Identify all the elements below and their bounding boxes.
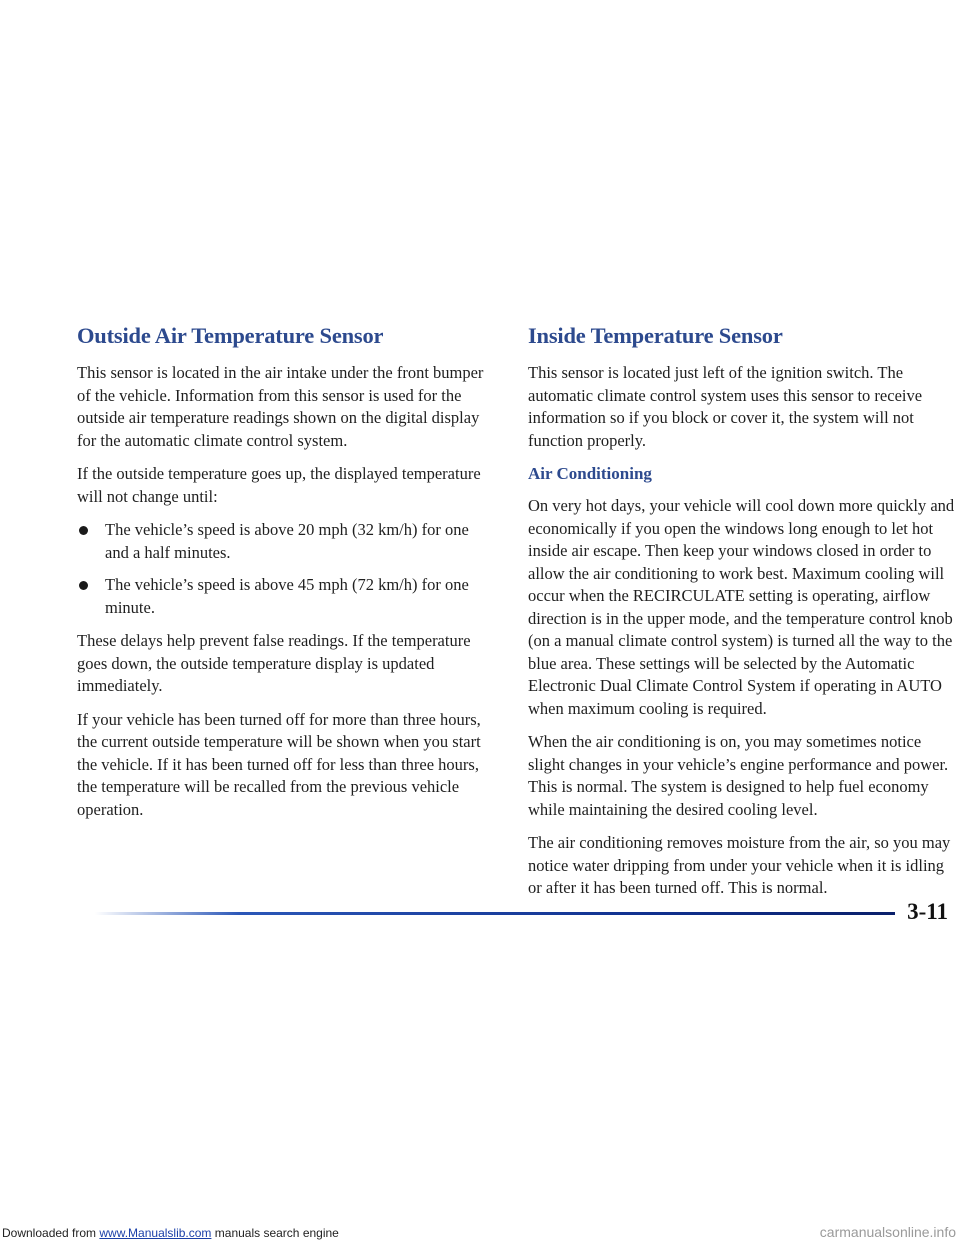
right-column — [528, 322, 958, 911]
outside-sensor-paragraph-3: These delays help prevent false readings. If the temperature goes down, the outside temperature display is updated immediately. — [77, 631, 471, 695]
outside-sensor-paragraph-4: If your vehicle has been turned off for more than three hours, the current outside temperature will be shown when you start the vehicle. If it has been turned off for less than three hours, the temperature will be recalled from the previous vehicle operation. — [77, 709, 481, 819]
watermark-text: carmanualsonline.info — [819, 1224, 956, 1240]
left-column — [77, 322, 487, 832]
footer-prefix: Downloaded from — [2, 1226, 100, 1240]
download-footer — [2, 1226, 339, 1240]
manualslib-link[interactable]: www.Manualslib.com — [99, 1226, 212, 1240]
list-item — [77, 519, 487, 564]
speed-conditions-list — [77, 519, 487, 619]
air-conditioning-paragraph-1: On very hot days, your vehicle will cool down more quickly and economically if you open the windows long enough to let hot inside air escape. Then keep your windows closed in order to allow the air conditioning to work best. Maximum cooling will occur when the RECIRCULATE setting is operating, airflow direction is in the upper mode, and the temperature control knob (on a manual climate control system) is turned all the way to the blue area. These settings will be selected by the Automatic Electronic Dual Climate Control System if operating in AUTO when maximum cooling is required. — [528, 496, 955, 718]
footer-suffix: manuals search engine — [211, 1226, 339, 1240]
air-conditioning-paragraph-3: The air conditioning removes moisture from the air, so you may notice water dripping from under your vehicle when it is idling or after it has been turned off. This is normal. — [528, 833, 951, 897]
page-divider-rule — [95, 912, 895, 915]
inside-sensor-heading: Inside Temperature Sensor — [528, 323, 783, 348]
inside-sensor-paragraph: This sensor is located just left of the ignition switch. The automatic climate control system uses this sensor to receive information so if you block or cover it, the system will not function properly. — [528, 363, 923, 450]
air-conditioning-paragraph-2: When the air conditioning is on, you may sometimes notice slight changes in your vehicle’s engine performance and power. This is normal. The system is designed to help fuel economy while maintaining the desired cooling level. — [528, 732, 949, 819]
outside-sensor-heading: Outside Air Temperature Sensor — [77, 323, 384, 348]
outside-sensor-paragraph-2: If the outside temperature goes up, the displayed temperature will not change until: — [77, 464, 481, 506]
outside-sensor-paragraph-1: This sensor is located in the air intake under the front bumper of the vehicle. Information from this sensor is used for the outside air temperature readings shown on the digital display for the automatic climate control system. — [77, 363, 484, 450]
list-item-text: The vehicle’s speed is above 45 mph (72 km/h) for one minute. — [105, 575, 469, 617]
air-conditioning-heading: Air Conditioning — [528, 464, 652, 483]
page-number: 3-11 — [907, 899, 948, 924]
list-item-text: The vehicle’s speed is above 20 mph (32 km/h) for one and a half minutes. — [105, 520, 469, 562]
bullet-icon — [79, 526, 88, 535]
list-item — [77, 574, 487, 619]
bullet-icon — [79, 581, 88, 590]
